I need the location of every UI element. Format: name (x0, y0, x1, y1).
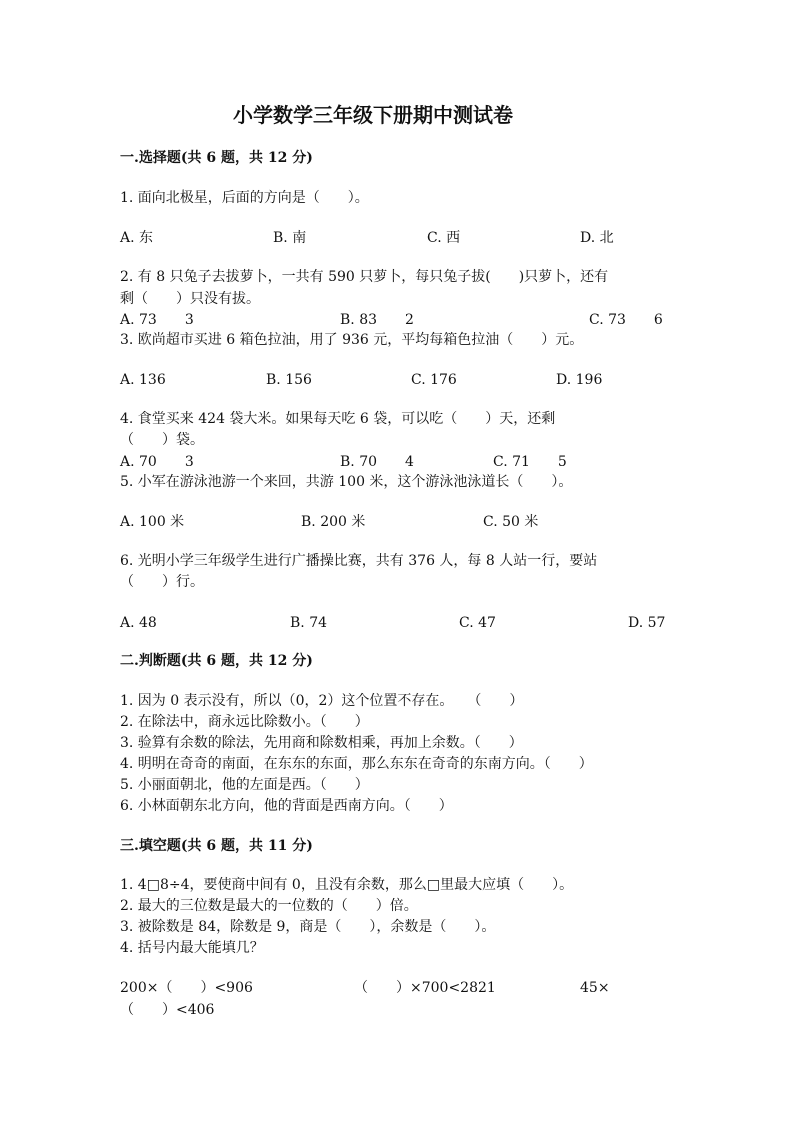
option-a: A. 48 (120, 615, 157, 631)
fill-expression: （ ）×700<2821 (354, 980, 496, 996)
option-d: D. 北 (580, 230, 614, 246)
option-a: A. 136 (120, 372, 166, 388)
page-title: 小学数学三年级下册期中测试卷 (233, 103, 513, 127)
option-a: A. 100 米 (120, 514, 185, 530)
question-text-continued: 剩（ ）只没有拔。 (120, 291, 260, 307)
option-b: B. 74 (290, 615, 328, 631)
option-b: B. 200 米 (301, 514, 366, 530)
fill-item: 1. 4□8÷4，要使商中间有 0，且没有余数，那么□里最大应填（ ）。 (120, 877, 574, 893)
question-text: 4. 食堂买来 424 袋大米。如果每天吃 6 袋，可以吃（ ）天，还剩 (120, 411, 556, 427)
option-b: B. 70 4 (340, 454, 414, 470)
fill-item: 3. 被除数是 84，除数是 9，商是（ ），余数是（ ）。 (120, 919, 496, 935)
question-text: 5. 小军在游泳池游一个来回，共游 100 米，这个游泳池泳道长（ ）。 (120, 474, 573, 490)
judgement-item: 3. 验算有余数的除法，先用商和除数相乘，再加上余数。（ ） (120, 735, 523, 751)
option-c: C. 176 (411, 372, 457, 388)
option-b: B. 南 (273, 230, 307, 246)
option-d: D. 57 (628, 615, 666, 631)
option-a: A. 70 3 (120, 454, 194, 470)
judgement-item: 1. 因为 0 表示没有，所以（0，2）这个位置不存在。 （ ） (120, 693, 524, 709)
option-c: C. 71 5 (493, 454, 567, 470)
judgement-item: 2. 在除法中，商永远比除数小。（ ） (120, 714, 369, 730)
section-heading-choice: 一.选择题(共 6 题，共 12 分) (120, 150, 313, 166)
option-c: C. 西 (427, 230, 461, 246)
question-text: 3. 欧尚超市买进 6 箱色拉油，用了 936 元，平均每箱色拉油（ ）元。 (120, 332, 584, 348)
option-c: C. 47 (459, 615, 496, 631)
fill-expression-continued: （ ）<406 (120, 1002, 215, 1018)
option-b: B. 156 (266, 372, 312, 388)
question-text: 6. 光明小学三年级学生进行广播操比赛，共有 376 人，每 8 人站一行，要站 (120, 553, 598, 569)
judgement-item: 6. 小林面朝东北方向，他的背面是西南方向。（ ） (120, 798, 453, 814)
fill-expression: 45× (580, 980, 610, 996)
fill-expression: 200×（ ）<906 (120, 980, 253, 996)
option-d: D. 196 (556, 372, 603, 388)
fill-item: 2. 最大的三位数是最大的一位数的（ ）倍。 (120, 898, 418, 914)
judgement-item: 4. 明明在奇奇的南面，在东东的东面，那么东东在奇奇的东南方向。（ ） (120, 756, 593, 772)
question-text: 1. 面向北极星，后面的方向是（ ）。 (120, 190, 369, 206)
option-c: C. 50 米 (483, 514, 539, 530)
question-text-continued: （ ）袋。 (120, 432, 204, 448)
option-a: A. 东 (120, 230, 154, 246)
question-text: 2. 有 8 只兔子去拔萝卜，一共有 590 只萝卜，每只兔子拔( )只萝卜，还有 (120, 269, 609, 285)
option-c: C. 73 6 (589, 312, 663, 328)
option-b: B. 83 2 (340, 312, 414, 328)
fill-item: 4. 括号内最大能填几？ (120, 940, 264, 956)
option-a: A. 73 3 (120, 312, 194, 328)
section-heading-judgement: 二.判断题(共 6 题，共 12 分) (120, 653, 313, 669)
section-heading-fill: 三.填空题(共 6 题，共 11 分) (120, 838, 313, 854)
question-text-continued: （ ）行。 (120, 574, 204, 590)
judgement-item: 5. 小丽面朝北，他的左面是西。（ ） (120, 777, 369, 793)
